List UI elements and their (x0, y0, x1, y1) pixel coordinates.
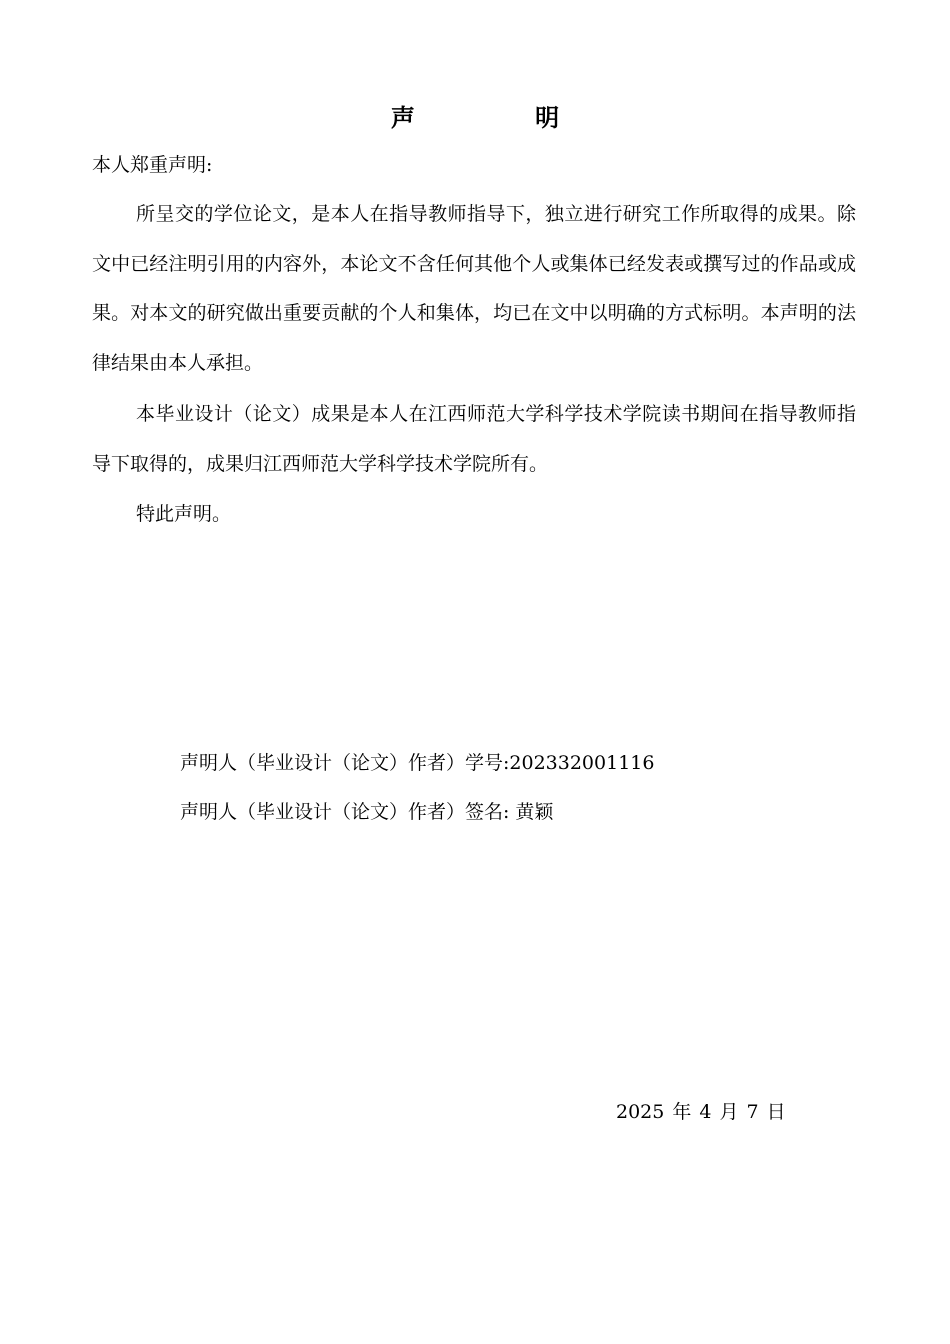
intro-line: 本人郑重声明: (92, 154, 213, 176)
student-id-line (180, 748, 654, 775)
date-day-unit: 日 (766, 1101, 786, 1123)
date-year: 2025 (616, 1101, 665, 1123)
date-month: 4 (699, 1101, 712, 1123)
page-title: 声 明 (390, 104, 616, 132)
paragraph-closing: 特此声明。 (136, 503, 232, 525)
date-month-unit: 月 (719, 1101, 739, 1123)
student-id-value: 202332001116 (509, 752, 655, 774)
date-line (616, 1097, 794, 1124)
signature-name: 黄颖 (515, 801, 554, 823)
paragraph-originality: 所呈交的学位论文，是本人在指导教师指导下，独立进行研究工作所取得的成果。除文中已经注明引用的内容外，本论文不含任何其他个人或集体已经发表或撰写过的作品或成果。对本文的研究做出重要贡献的个人和集体，均已在文中以明确的方式标明。本声明的法律结果由本人承担。 (92, 203, 856, 374)
date-year-unit: 年 (672, 1101, 692, 1123)
paragraph-ownership: 本毕业设计（论文）成果是本人在江西师范大学科学技术学院读书期间在指导教师指导下取得的，成果归江西师范大学科学技术学院所有。 (92, 403, 856, 475)
signature-label: 声明人（毕业设计（论文）作者）签名: (180, 801, 510, 823)
student-id-label: 声明人（毕业设计（论文）作者）学号: (180, 752, 510, 774)
signature-line (180, 797, 553, 824)
date-day: 7 (746, 1101, 759, 1123)
